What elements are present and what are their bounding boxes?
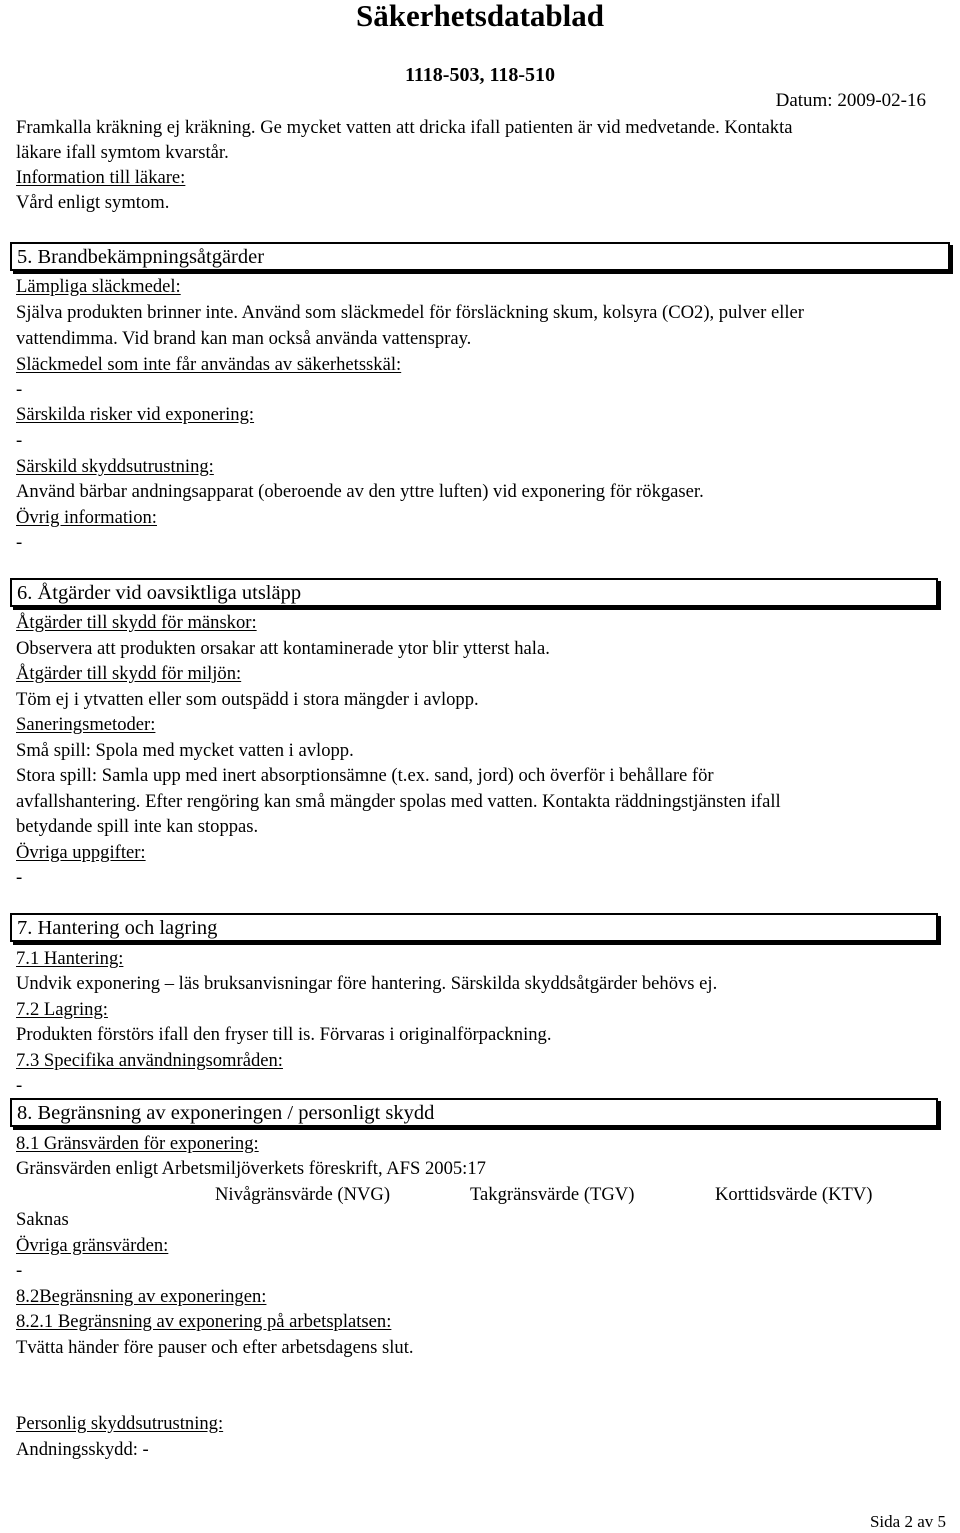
s5-subheading: Lämpliga släckmedel: xyxy=(16,276,181,297)
page-number: Sida 2 av 5 xyxy=(869,1512,946,1531)
s6-subheading: Övriga uppgifter: xyxy=(16,842,146,863)
document-title: Säkerhetsdatablad xyxy=(355,0,605,33)
s6-subheading: Åtgärder till skydd för mänskor: xyxy=(16,612,257,633)
intro-subheading: Information till läkare: xyxy=(16,167,186,188)
s5-line: - xyxy=(16,532,23,553)
limit-column-tgv: Takgränsvärde (TGV) xyxy=(470,1184,635,1205)
s8-line: Andningsskydd: - xyxy=(16,1439,149,1460)
product-id: 1118-503, 118-510 xyxy=(404,64,555,86)
section-7-title: 7. Hantering och lagring xyxy=(17,917,218,939)
s6-line: avfallshantering. Efter rengöring kan små mängder spolas med vatten. Kontakta räddningstjänsten ifall xyxy=(16,791,781,812)
s7-line: - xyxy=(16,1075,23,1096)
s6-line: Stora spill: Samla upp med inert absorptionsämne (t.ex. sand, jord) och överför i behållare för xyxy=(16,765,714,786)
s7-subheading: 7.3 Specifika användningsområden: xyxy=(16,1050,283,1071)
s5-line: Använd bärbar andningsapparat (oberoende av den yttre luften) vid exponering för rökgaser. xyxy=(16,481,704,502)
s6-subheading: Åtgärder till skydd för miljön: xyxy=(16,663,242,684)
s8-line: Gränsvärden enligt Arbetsmiljöverkets föreskrift, AFS 2005:17 xyxy=(16,1158,486,1179)
section-5-title: 5. Brandbekämpningsåtgärder xyxy=(17,246,265,268)
s6-subheading: Saneringsmetoder: xyxy=(16,714,156,735)
s8-subheading: 8.2Begränsning av exponeringen: xyxy=(16,1286,267,1307)
s8-subheading: 8.1 Gränsvärden för exponering: xyxy=(16,1133,259,1154)
s8-line: Tvätta händer före pauser och efter arbetsdagens slut. xyxy=(16,1337,414,1358)
section-6-header xyxy=(10,578,938,607)
s6-line: - xyxy=(16,867,23,888)
s8-subheading: Personlig skyddsutrustning: xyxy=(16,1413,224,1434)
s6-line: Töm ej i ytvatten eller som outspädd i stora mängder i avlopp. xyxy=(16,689,479,710)
s5-line: vattendimma. Vid brand kan man också använda vattenspray. xyxy=(16,328,472,349)
s6-line: Små spill: Spola med mycket vatten i avlopp. xyxy=(16,740,354,761)
s7-subheading: 7.2 Lagring: xyxy=(16,999,108,1020)
s7-line: Produkten förstörs ifall den fryser till is. Förvaras i originalförpackning. xyxy=(16,1024,552,1045)
document-date: Datum: 2009-02-16 xyxy=(775,90,926,111)
s8-line: Saknas xyxy=(16,1209,69,1230)
section-5-header xyxy=(10,242,950,271)
section-8-header xyxy=(10,1098,938,1127)
s5-line: - xyxy=(16,379,23,400)
section-7-header xyxy=(10,913,938,942)
s8-subheading: 8.2.1 Begränsning av exponering på arbetsplatsen: xyxy=(16,1311,392,1332)
s5-subheading: Övrig information: xyxy=(16,507,157,528)
limit-column-ktv: Korttidsvärde (KTV) xyxy=(715,1184,873,1205)
s8-subheading: Övriga gränsvärden: xyxy=(16,1235,169,1256)
section-6-title: 6. Åtgärder vid oavsiktliga utsläpp xyxy=(17,582,302,604)
s6-line: betydande spill inte kan stoppas. xyxy=(16,816,259,837)
s5-line: Själva produkten brinner inte. Använd som släckmedel för försläckning skum, kolsyra (CO2), pulver eller xyxy=(16,302,804,323)
section-8-title: 8. Begränsning av exponeringen / personligt skydd xyxy=(17,1102,435,1124)
limit-column-nvg: Nivågränsvärde (NVG) xyxy=(215,1184,391,1205)
s8-line: - xyxy=(16,1260,23,1281)
s7-subheading: 7.1 Hantering: xyxy=(16,948,124,969)
s5-line: - xyxy=(16,430,23,451)
intro-line: Framkalla kräkning ej kräkning. Ge mycket vatten att dricka ifall patienten är vid medvetande. Kontakta xyxy=(16,117,793,138)
s6-line: Observera att produkten orsakar att kontaminerade ytor blir ytterst hala. xyxy=(16,638,550,659)
s5-subheading: Särskild skyddsutrustning: xyxy=(16,456,214,477)
s7-line: Undvik exponering – läs bruksanvisningar före hantering. Särskilda skyddsåtgärder behövs ej. xyxy=(16,973,718,994)
s5-subheading: Släckmedel som inte får användas av säkerhetsskäl: xyxy=(16,354,402,375)
intro-line: Vård enligt symtom. xyxy=(16,192,170,213)
intro-line: läkare ifall symtom kvarstår. xyxy=(16,142,229,163)
s5-subheading: Särskilda risker vid exponering: xyxy=(16,404,255,425)
